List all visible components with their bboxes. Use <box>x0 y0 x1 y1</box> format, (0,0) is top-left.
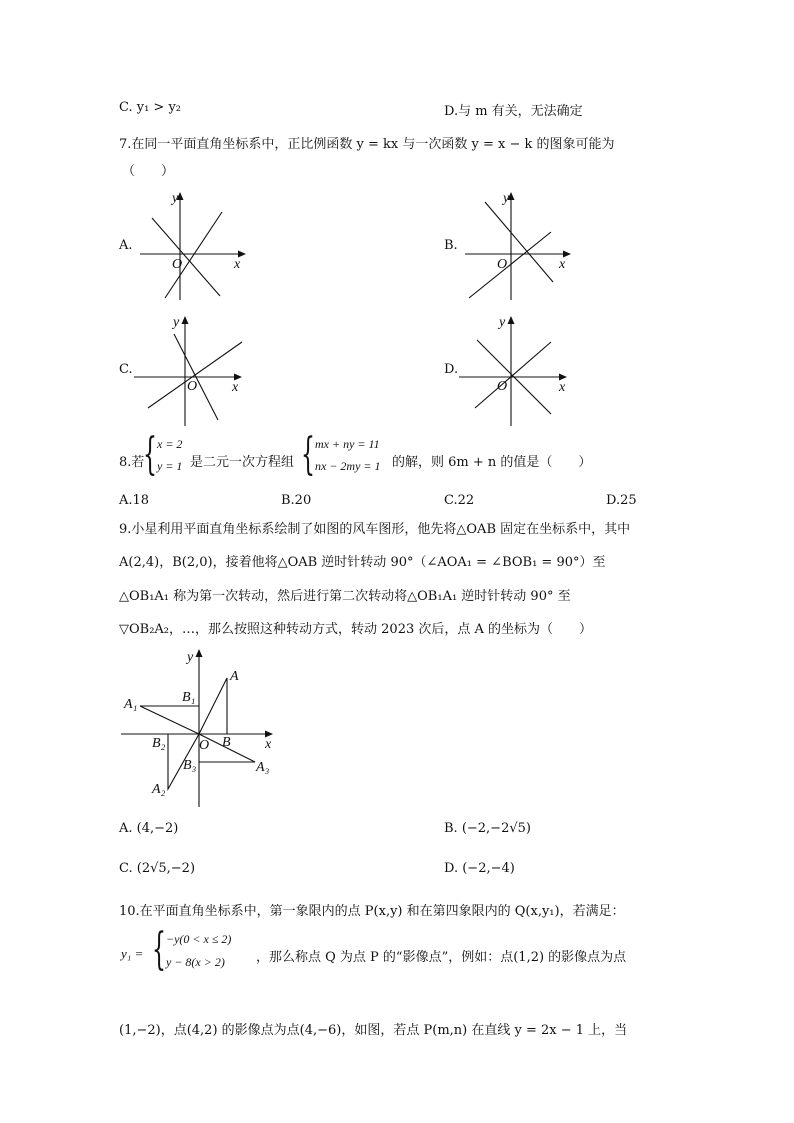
q8-system2-line2: nx − 2my = 1 <box>315 459 381 473</box>
y-axis-arrow <box>196 649 203 657</box>
point-b1-label: B₁ <box>182 690 196 705</box>
origin-label: O <box>172 257 183 272</box>
q8-brace-1: { <box>143 429 157 480</box>
q7-stem: 7.在同一平面直角坐标系中，正比例函数 y = kx 与一次函数 y = x − k 的图象可能为 <box>119 137 615 152</box>
q7-graph-d <box>455 312 575 430</box>
y-axis-label: y <box>172 191 179 206</box>
origin-label: O <box>497 379 508 394</box>
q9-option-d: D. (−2,−4) <box>444 861 515 876</box>
y-axis-label: y <box>173 315 180 330</box>
q7-option-d-label: D. <box>444 362 459 377</box>
y-axis-arrow <box>182 316 189 324</box>
x-axis-label: x <box>265 737 272 752</box>
q8-brace-2: { <box>301 429 315 480</box>
point-a3-label: A₃ <box>256 760 270 775</box>
line-2 <box>165 212 222 298</box>
q9-line3: △OB₁A₁ 称为第一次转动，然后进行第二次转动将△OB₁A₁ 逆时针转动 90° 至 <box>119 589 571 604</box>
x-axis-label: x <box>234 257 241 272</box>
x-axis-label: x <box>559 380 566 395</box>
q8-prefix: 8.若 <box>119 455 145 470</box>
q10-line2-tail: ，那么称点 Q 为点 P 的“影像点”，例如：点(1,2) 的影像点为点 <box>256 950 627 965</box>
q7-answer-paren: （ ） <box>122 164 175 179</box>
q9-windmill-figure <box>115 645 280 810</box>
q10-line3: (1,−2)，点(4,2) 的影像点为点(4,−6)，如图，若点 P(m,n) 在直线 y = 2x − 1 上，当 <box>119 1023 628 1038</box>
q8-option-d: D.25 <box>606 493 637 508</box>
point-a-label: A <box>230 669 239 684</box>
point-a1-label: A₁ <box>124 697 138 712</box>
q10-case1: −y(0 < x ≤ 2) <box>166 932 232 946</box>
q8-system2-line1: mx + ny = 11 <box>315 437 380 451</box>
line-1 <box>485 202 553 282</box>
q10-case2: y − 8(x > 2) <box>166 955 225 969</box>
q8-option-a: A.18 <box>119 493 150 508</box>
x-axis-label: x <box>232 380 239 395</box>
y-axis-label: y <box>503 191 510 206</box>
point-b3-label: B₃ <box>183 758 197 773</box>
q8-suffix: 的解，则 6m + n 的值是（ ） <box>392 455 592 470</box>
q7-option-c-label: C. <box>119 362 133 377</box>
y-axis-label: y <box>499 315 506 330</box>
q9-line1: 9.小星利用平面直角坐标系绘制了如图的风车图形，他先将△OAB 固定在坐标系中，其中 <box>119 522 631 537</box>
triangle-oab <box>199 678 227 734</box>
q7-option-a-label: A. <box>119 238 133 253</box>
q8-option-b: B.20 <box>281 493 312 508</box>
q6-option-c: C. y₁ > y₂ <box>119 100 182 115</box>
q7-graph-a <box>130 188 250 303</box>
point-b-label: B <box>222 735 231 750</box>
y-axis-arrow <box>508 316 515 324</box>
q9-option-a: A. (4,−2) <box>119 821 179 836</box>
q6-option-d: D.与 m 有关，无法确定 <box>444 104 583 119</box>
q8-middle-text: 是二元一次方程组 <box>190 455 295 470</box>
q7-option-b-label: B. <box>444 238 458 253</box>
point-b2-label: B₂ <box>152 736 166 751</box>
point-a2-label: A₂ <box>152 782 166 797</box>
q8-option-c: C.22 <box>444 493 475 508</box>
q10-brace: { <box>152 924 166 975</box>
x-axis-label: x <box>559 257 566 272</box>
q8-system1-line1: x = 2 <box>157 437 183 451</box>
line-2 <box>475 342 551 408</box>
q10-line1: 10.在平面直角坐标系中，第一象限内的点 P(x,y) 和在第四象限内的 Q(x,y₁)，若满足： <box>119 904 625 919</box>
y-axis-label: y <box>187 650 194 665</box>
origin-label: O <box>187 379 198 394</box>
origin-label: O <box>497 257 508 272</box>
q10-y1-label: y₁ = <box>121 946 144 961</box>
q8-system1-line2: y = 1 <box>157 459 183 473</box>
q9-line4: ▽OB₂A₂，…，那么按照这种转动方式，转动 2023 次后，点 A 的坐标为（ ） <box>119 622 593 637</box>
q7-graph-b <box>455 188 575 303</box>
origin-label: O <box>199 738 210 753</box>
q9-option-c: C. (2√5,−2) <box>119 861 196 876</box>
q9-line2: A(2,4)，B(2,0)，接着他将△OAB 逆时针转动 90°（∠AOA₁ = ∠BOB₁ = 90°）至 <box>119 555 606 570</box>
q9-option-b: B. (−2,−2√5) <box>444 821 531 836</box>
triangle-ob1a1 <box>140 706 199 734</box>
q7-graph-c <box>130 312 250 430</box>
